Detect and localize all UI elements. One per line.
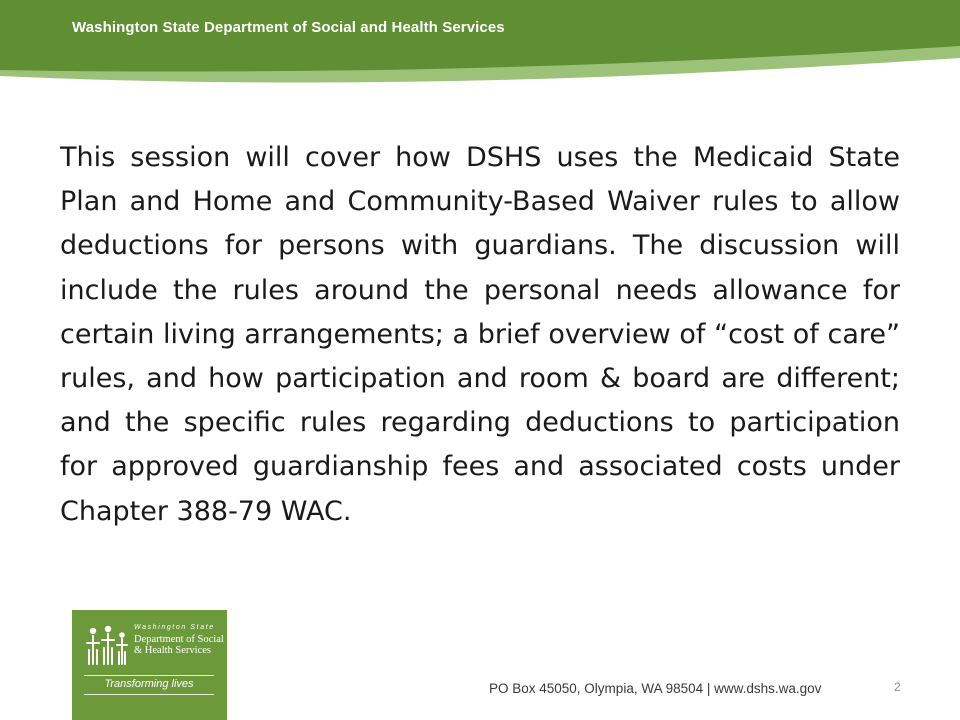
header-wave-shape [0, 0, 960, 90]
logo-divider-bottom [84, 694, 214, 695]
logo-state-text: Washington State [134, 624, 215, 631]
page-number: 2 [894, 680, 901, 694]
session-description: This session will cover how DSHS uses the Medicaid State Plan and Home and Community-Based Waiver rules to allow deductions for persons with guardians. The discussion will include the rules around the personal needs allowance for certain living arrangements; a brief overview of “cost of care” rules, and how participation and room & board are different; and the specific rules regarding deductions to participation for approved guardianship fees and associated costs under Chapter 388-79 WAC. [60, 142, 900, 527]
logo-tagline: Transforming lives [104, 678, 194, 690]
logo-department-text: Department of Social & Health Services [134, 634, 224, 656]
footer-address: PO Box 45050, Olympia, WA 98504 | www.dshs.wa.gov [489, 681, 822, 696]
family-figures-icon [84, 624, 130, 668]
header-title: Washington State Department of Social and Health Services [72, 19, 505, 36]
logo-divider-top [84, 675, 214, 676]
dshs-logo [72, 610, 227, 720]
header-band [0, 0, 960, 90]
